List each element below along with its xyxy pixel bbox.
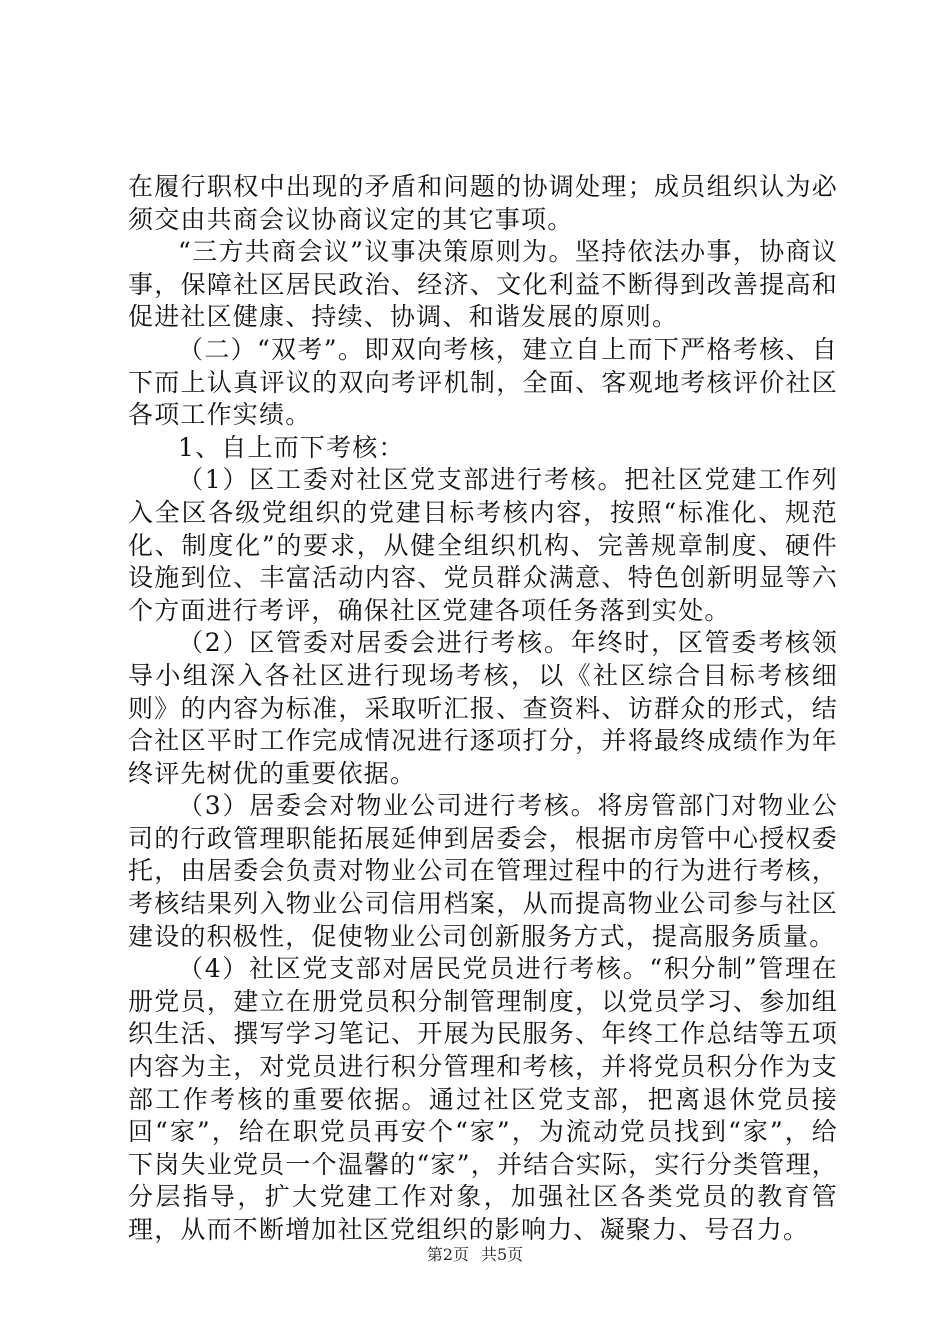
paragraph-section-double-assessment: （二）“双考”。即双向考核，建立自上而下严格考核、自下而上认真评议的双向考评机制，全面、客观地考核评价社区各项工作实绩。 [128, 334, 838, 430]
paragraph-item-1: （1）区工委对社区党支部进行考核。把社区党建工作列入全区各级党组织的党建目标考核内容，按照“标准化、规范化、制度化”的要求，从健全组织机构、完善规章制度、硬件设施到位、丰富活动内容、党员群众满意、特色创新明显等六个方面进行考评，确保社区党建各项任务落到实处。 [128, 465, 838, 625]
paragraph-item-3: （3）居委会对物业公司进行考核。将房管部门对物业公司的行政管理职能拓展延伸到居委会，根据市房管中心授权委托，由居委会负责对物业公司在管理过程中的行为进行考核，考核结果列入物业公司信用档案，从而提高物业公司参与社区建设的积极性，促使物业公司创新服务方式，提高服务质量。 [128, 791, 838, 951]
paragraph-decision-principle: “三方共商会议”议事决策原则为。坚持依法办事，协商议事，保障社区居民政治、经济、文化利益不断得到改善提高和促进社区健康、持续、协调、和谐发展的原则。 [128, 237, 838, 332]
page-number-total: 共5页 [481, 1245, 524, 1264]
paragraph-subheading-top-down: 1、自上而下考核： [178, 432, 405, 462]
paragraph-continuation: 在履行职权中出现的矛盾和问题的协调处理；成员组织认为必须交由共商会议协商议定的其它事项。 [128, 172, 838, 234]
document-body [128, 171, 838, 1247]
page-number-current: 第2页 [426, 1245, 469, 1264]
page-footer [0, 1242, 950, 1265]
paragraph-item-2: （2）区管委对居委会进行考核。年终时，区管委考核领导小组深入各社区进行现场考核，以《社区综合目标考核细则》的内容为标准，采取听汇报、查资料、访群众的形式，结合社区平时工作完成情况进行逐项打分，并将最终成绩作为年终评先树优的重要依据。 [128, 628, 838, 788]
paragraph-item-4: （4）社区党支部对居民党员进行考核。“积分制”管理在册党员，建立在册党员积分制管理制度，以党员学习、参加组织生活、撰写学习笔记、开展为民服务、年终工作总结等五项内容为主，对党员进行积分管理和考核，并将党员积分作为支部工作考核的重要依据。通过社区党支部，把离退休党员接回“家”，给在职党员再安个“家”，为流动党员找到“家”，给下岗失业党员一个温馨的“家”，并结合实际，实行分类管理，分层指导，扩大党建工作对象，加强社区各类党员的教育管理，从而不断增加社区党组织的影响力、凝聚力、号召力。 [128, 954, 838, 1244]
